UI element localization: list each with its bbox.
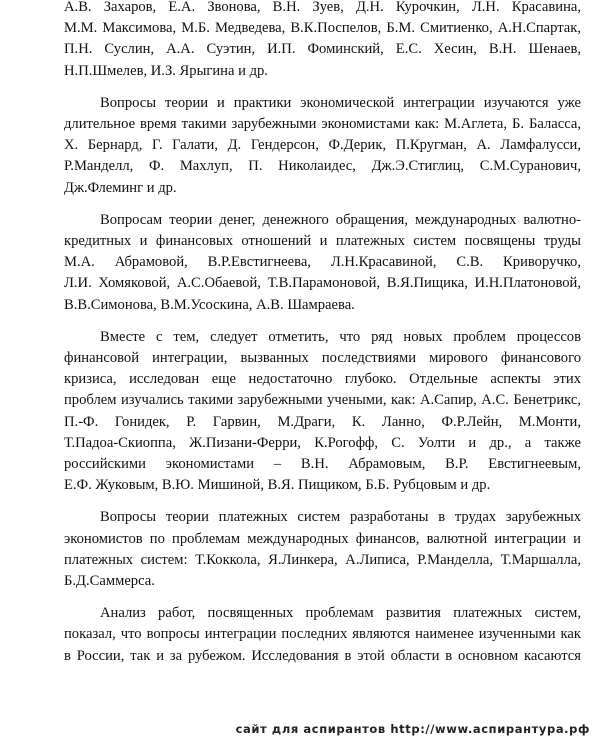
text-line: российскими экономистами – В.Н. Абрамовым, В.Р. Евстигнеевым, — [64, 456, 581, 473]
text-line: В.В.Симонова, В.М.Усоскина, А.В. Шамраева. — [64, 296, 355, 313]
paragraph-2-foreign-economists — [64, 93, 581, 199]
text-line: в России, так и за рубежом. Исследования в этой области в основном касаются — [64, 647, 581, 664]
text-line: кризиса, исследован еще недостаточно глубоко. Отдельные аспекты этих — [64, 371, 581, 388]
text-line: показал, что вопросы интеграции последних являются наименее изученными как — [64, 626, 581, 643]
paragraph-5-payment-systems-theory — [64, 507, 581, 592]
paragraph-3-money-theory — [64, 210, 581, 316]
text-line: Анализ работ, посвященных проблемам развития платежных систем, — [100, 605, 581, 622]
site-watermark: сайт для аспирантов http://www.аспирантура.рф — [230, 722, 590, 736]
paragraph-6-analysis — [64, 603, 581, 667]
text-line: платежных систем: Т.Коккола, Я.Линкера, А.Липиса, Р.Манделла, Т.Маршалла, — [64, 551, 581, 568]
text-line: Х. Бернард, Г. Галати, Д. Гендерсон, Ф.Дерик, П.Кругман, А. Ламфалусси, — [64, 137, 581, 154]
text-line: Вместе с тем, следует отметить, что ряд новых проблем процессов — [100, 328, 581, 345]
text-line: Вопросам теории денег, денежного обращения, международных валютно- — [100, 211, 581, 228]
text-line: Б.Д.Саммерса. — [64, 573, 155, 590]
text-line: А.В. Захаров, Е.А. Звонова, В.Н. Зуев, Д.Н. Курочкин, Л.Н. Красавина, — [64, 0, 581, 15]
text-line: Вопросы теории платежных систем разработаны в трудах зарубежных — [100, 509, 581, 526]
text-line: финансовой интеграции, вызванных последствиями мирового финансового — [64, 350, 581, 367]
text-column — [64, 0, 581, 667]
text-line: Н.П.Шмелев, И.З. Ярыгина и др. — [64, 62, 268, 79]
text-line: экономистов по проблемам международных финансов, валютной интеграции и — [64, 530, 581, 547]
text-line: проблем изучались такими зарубежными учеными, как: А.Сапир, А.С. Бенетрикс, — [64, 392, 581, 409]
text-line: М.А. Абрамовой, В.Р.Евстигнеева, Л.Н.Красавиной, С.В. Криворучко, — [64, 254, 581, 271]
paragraph-1-names-continued — [64, 0, 581, 82]
text-line: Дж.Флеминг и др. — [64, 179, 177, 196]
text-line: длительное время такими зарубежными экономистами как: М.Аглета, Б. Баласса, — [64, 116, 581, 133]
text-line: П.-Ф. Гонидек, Р. Гарвин, М.Драги, К. Ланно, Ф.Р.Лейн, М.Монти, — [64, 413, 581, 430]
text-line: Р.Манделл, Ф. Махлуп, П. Николаидес, Дж.Э.Стиглиц, С.М.Суранович, — [64, 158, 581, 175]
text-line: Л.И. Хомяковой, А.С.Обаевой, Т.В.Парамоновой, В.Я.Пищика, И.Н.Платоновой, — [64, 275, 581, 292]
text-line: П.Н. Суслин, А.А. Суэтин, И.П. Фоминский, Е.С. Хесин, В.Н. Шенаев, — [64, 41, 581, 58]
text-line: Вопросы теории и практики экономической интеграции изучаются уже — [100, 94, 581, 111]
paragraph-4-crisis-integration — [64, 327, 581, 497]
text-line: Т.Падоа-Скиоппа, Ж.Пизани-Ферри, К.Рогофф, С. Уолти и др., а также — [64, 434, 581, 451]
text-line: кредитных и финансовых отношений и платежных систем посвящены труды — [64, 233, 581, 250]
text-line: М.М. Максимова, М.Б. Медведева, В.К.Поспелов, Б.М. Смитиенко, А.Н.Спартак, — [64, 20, 581, 37]
text-line: Е.Ф. Жуковым, В.Ю. Мишиной, В.Я. Пищиком, Б.Б. Рубцовым и др. — [64, 477, 491, 494]
